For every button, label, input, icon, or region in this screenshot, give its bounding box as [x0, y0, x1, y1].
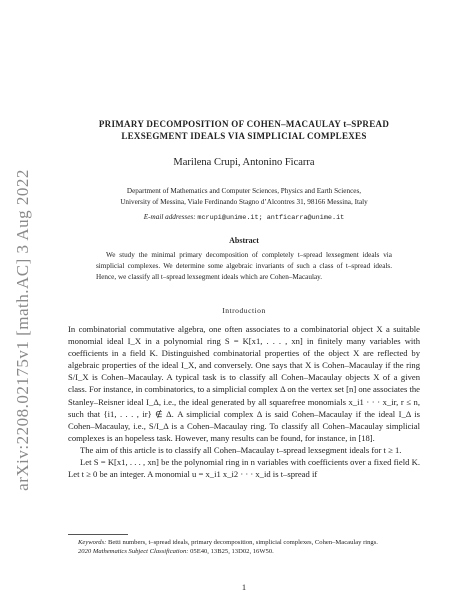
keywords-line [68, 538, 420, 547]
authors: Marilena Crupi, Antonino Ficarra [173, 157, 315, 168]
title-line-1: PRIMARY DECOMPOSITION OF COHEN–MACAULAY t–SPREAD [98, 119, 390, 129]
introduction-heading: Introduction [222, 306, 266, 315]
keywords-text: Betti numbers, t–spread ideals, primary decomposition, simplicial complexes, Cohen–Macaulay rings. [107, 539, 378, 546]
abstract-heading: Abstract [229, 236, 259, 245]
affiliation [68, 186, 420, 208]
abstract-text: We study the minimal primary decomposition of completely t–spread lexsegment ideals via simplicial complexes. We determine some algebraic invariants of such a class of t–spread ideals. Hence, we classify all t–spread lexsegment ideals which are Cohen–Macaulay. [96, 251, 392, 281]
arxiv-identifier-sidebar [8, 120, 38, 540]
email-label: E-mail addresses: [143, 213, 196, 221]
paper-title [68, 118, 420, 142]
affiliation-line-1: Department of Mathematics and Computer Sciences, Physics and Earth Sciences, [126, 187, 362, 195]
msc-line [68, 547, 420, 556]
intro-paragraph-1: In combinatorial commutative algebra, one often associates to a combinatorial object X a suitable monomial ideal I_X in a polynomial ring S = K[x1, . . . , xn] in finitely many variables with coefficients in a field K. Distinguished combinatorial properties of the object X are reflected by algebraic properties of the ideal I_X, and conversely. One says that X is Cohen–Macaulay if the ring S/I_X is Cohen–Macaulay. A typical task is to classify all Cohen–Macaulay objects X of a given class. For instance, in combinatorics, to a simplicial complex Δ on the vertex set [n] one associates the Stanley–Reisner ideal I_Δ, i.e., the ideal generated by all squarefree monomials x_i1 · · · x_ir, r ≤ n, such that {i1, . . . , ir} ∉ Δ. A simplicial complex Δ is said Cohen–Macaulay if the ideal I_Δ is Cohen–Macaulay, i.e., S/I_Δ is a Cohen–Macaulay ring. To classify all Cohen–Macaulay simplicial complexes is an hopeless task. However, many results can be found, for instance, in [18]. [68, 324, 420, 443]
arxiv-id-text: arXiv:2208.02175v1 [math.AC] 3 Aug 2022 [13, 169, 32, 491]
msc-label: 2020 Mathematics Subject Classification: [78, 548, 189, 555]
msc-text: 05E40, 13B25, 13D02, 16W50. [190, 548, 274, 555]
introduction-body [68, 323, 420, 480]
email-addresses [68, 213, 420, 222]
intro-paragraph-2: The aim of this article is to classify all Cohen–Macaulay t–spread lexsegment ideals for t ≥ 1. [80, 444, 402, 455]
page-number: 1 [241, 582, 247, 592]
email-list: mcrupi@unime.it; antficarra@unime.it [197, 214, 345, 222]
affiliation-line-2: University of Messina, Viale Ferdinando Stagno d’Alcontres 31, 98166 Messina, Italy [120, 198, 368, 206]
intro-paragraph-3: Let S = K[x1, . . . , xn] be the polynomial ring in n variables with coefficients over a fixed field K. Let t ≥ 0 be an integer. A monomial u = x_i1 x_i2 · · · x_id is t–spread if [68, 457, 420, 480]
keywords-label: Keywords: [78, 539, 107, 546]
footnote [68, 538, 420, 556]
paper-page [68, 0, 420, 613]
title-line-2: LEXSEGMENT IDEALS VIA SIMPLICIAL COMPLEXES [121, 131, 367, 141]
footnote-rule [68, 534, 128, 535]
